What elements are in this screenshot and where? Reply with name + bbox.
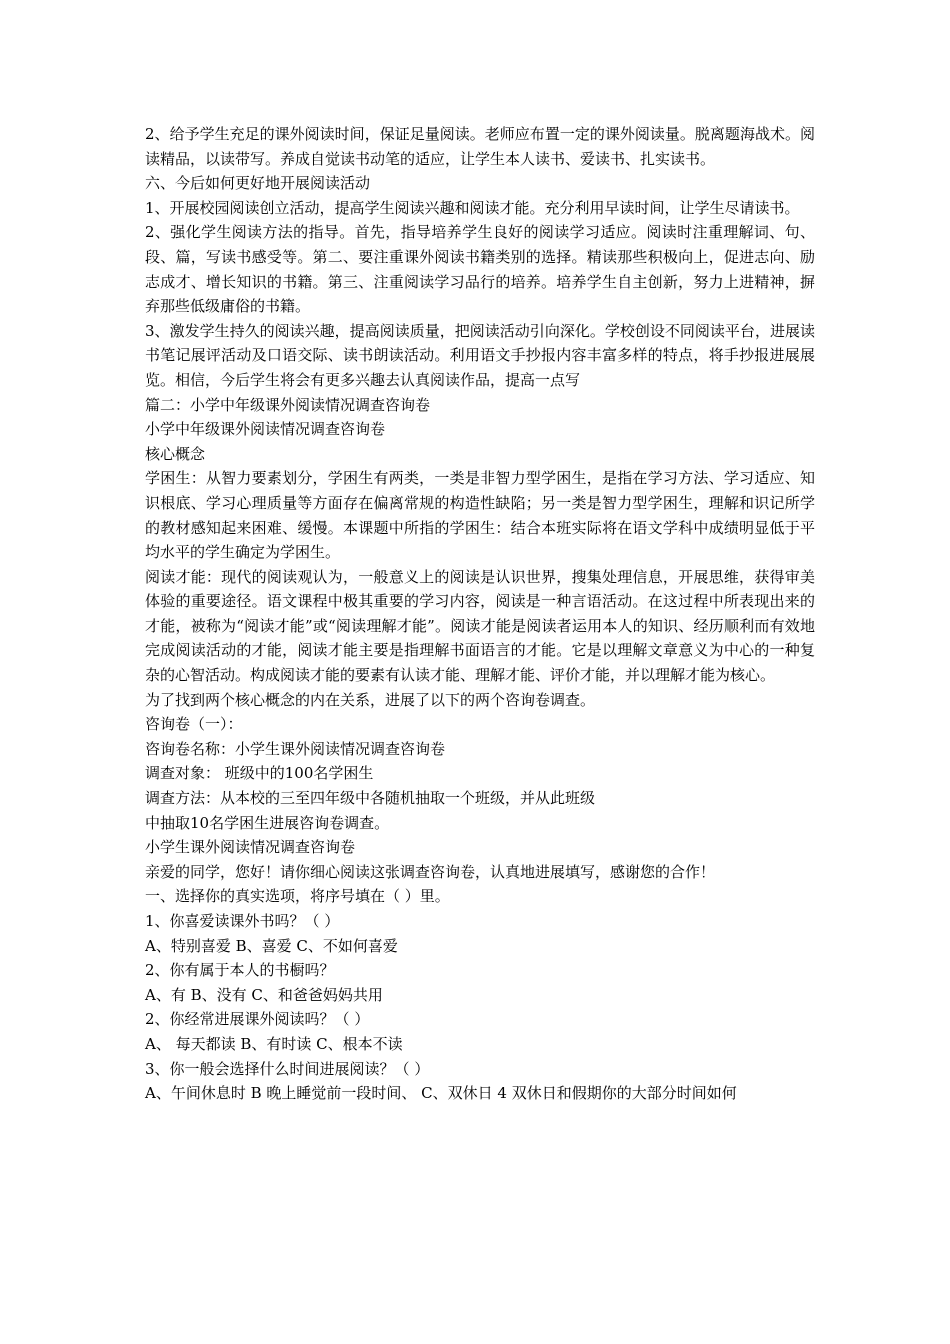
- question-3: 3、你一般会选择什么时间进展阅读？（ ）: [145, 1059, 430, 1078]
- paragraph-reading-interest: 3、激发学生持久的阅读兴趣，提高阅读质量，把阅读活动引向深化。学校创设不同阅读平台，进展读书笔记展评活动及口语交际、读书朗读活动。利用语文手抄报内容丰富多样的特点，将手抄报进展展览。相信，今后学生将会有更多兴趣去认真阅读作品，提高一点写: [145, 321, 815, 389]
- question-2a-options: A、有 B、没有 C、和爸爸妈妈共用: [145, 985, 383, 1004]
- questionnaire-greeting: 亲爱的同学，您好！请你细心阅读这张调查咨询卷，认真地进展填写，感谢您的合作！: [145, 862, 716, 881]
- survey-method: 调查方法：从本校的三至四年级中各随机抽取一个班级，并从此班级: [145, 789, 596, 808]
- survey-method-continued: 中抽取10名学困生进展咨询卷调查。: [145, 813, 390, 832]
- question-2b: 2、你经常进展课外阅读吗？（ ）: [145, 1010, 370, 1029]
- questionnaire-title: 小学生课外阅读情况调查咨询卷: [145, 838, 356, 857]
- survey-subjects: 调查对象： 班级中的100名学困生: [145, 764, 374, 783]
- paragraph-struggling-students: 学困生：从智力要素划分，学困生有两类，一类是非智力型学困生，是指在学习方法、学习适应、知识根底、学习心理质量等方面存在偏离常规的构造性缺陷；另一类是智力型学困生，理解和识记所学的教材感知起来困难、缓慢。本课题中所指的学困生：结合本班实际将在语文学科中成绩明显低于平均水平的学生确定为学困生。: [145, 469, 815, 562]
- heading-core-concepts: 核心概念: [145, 444, 206, 463]
- questionnaire-name: 咨询卷名称：小学生课外阅读情况调查咨询卷: [145, 739, 446, 758]
- question-2b-options: A、 每天都读 B、有时读 C、根本不读: [145, 1034, 403, 1053]
- heading-questionnaire-one: 咨询卷（一）：: [145, 715, 243, 734]
- section-one-instructions: 一、选择你的真实选项，将序号填在（ ）里。: [145, 887, 450, 906]
- heading-part-two: 篇二：小学中年级课外阅读情况调查咨询卷: [145, 395, 431, 414]
- document-page: [145, 122, 815, 1106]
- paragraph-reading-time: 2、给予学生充足的课外阅读时间，保证足量阅读。老师应布置一定的课外阅读量。脱离题海战术。阅读精品，以读带写。养成自觉读书动笔的适应，让学生本人读书、爱读书、扎实读书。: [145, 125, 815, 168]
- question-1-options: A、特别喜爱 B、喜爱 C、不如何喜爱: [145, 936, 398, 955]
- survey-title: 小学中年级课外阅读情况调查咨询卷: [145, 420, 386, 439]
- paragraph-survey-purpose: 为了找到两个核心概念的内在关系，进展了以下的两个咨询卷调查。: [145, 690, 596, 709]
- paragraph-reading-ability: 阅读才能：现代的阅读观认为，一般意义上的阅读是认识世界，搜集处理信息，开展思维，获得审美体验的重要途径。语文课程中极其重要的学习内容，阅读是一种言语活动。在这过程中所表现出来的才能，被称为“阅读才能”或“阅读理解才能”。阅读才能是阅读者运用本人的知识、经历顺利而有效地完成阅读活动的才能，阅读才能主要是指理解书面语言的才能。它是以理解文章意义为中心的一种复杂的心智活动。构成阅读才能的要素有认读才能、理解才能、评价才能，并以理解才能为核心。: [145, 567, 815, 685]
- question-2a: 2、你有属于本人的书橱吗？: [145, 961, 335, 980]
- question-3-options: A、午间休息时 B 晚上睡觉前一段时间、 C、双休日 4 双休日和假期你的大部分时间如何: [145, 1084, 737, 1103]
- paragraph-reading-method: 2、强化学生阅读方法的指导。首先，指导培养学生良好的阅读学习适应。阅读时注重理解词、句、段、篇，写读书感受等。第二、要注重课外阅读书籍类别的选择。精读那些积极向上，促进志向、励志成才、增长知识的书籍。第三、注重阅读学习品行的培养。培养学生自主创新，努力上进精神，摒弃那些低级庸俗的书籍。: [145, 223, 815, 316]
- heading-section-six: 六、今后如何更好地开展阅读活动: [145, 174, 371, 193]
- question-1: 1、你喜爱读课外书吗？（ ）: [145, 912, 340, 930]
- paragraph-campus-reading: 1、开展校园阅读创立活动，提高学生阅读兴趣和阅读才能。充分利用早读时间，让学生尽请读书。: [145, 198, 800, 217]
